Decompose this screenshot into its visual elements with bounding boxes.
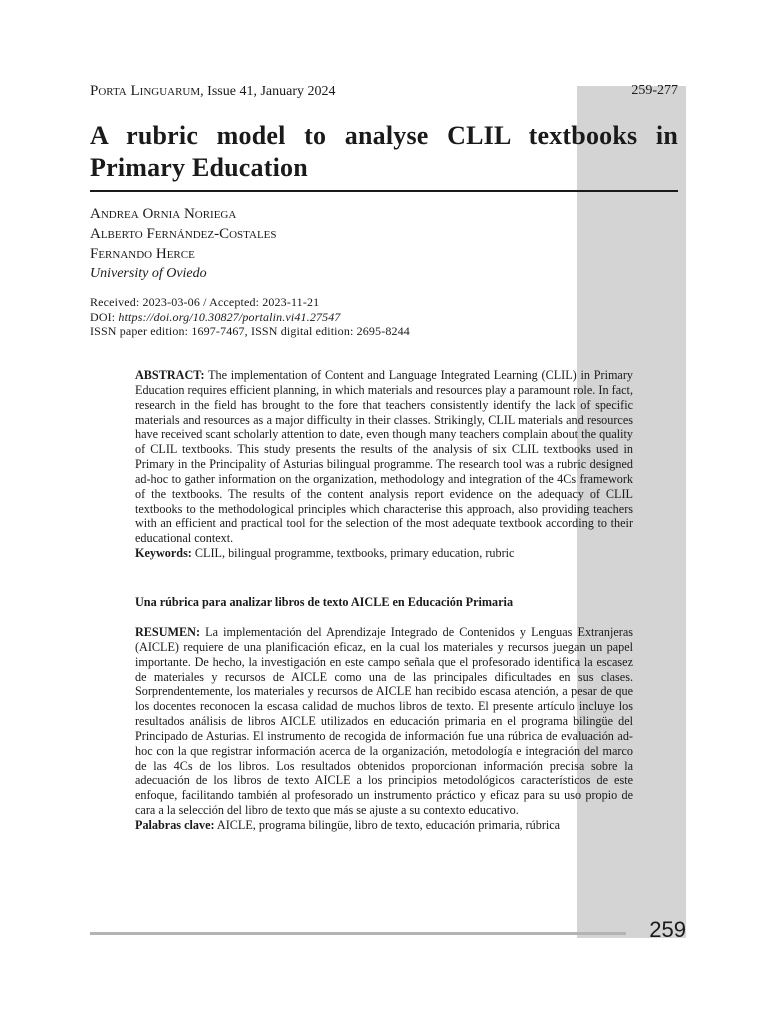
article-title: A rubric model to analyse CLIL textbooks in Primary Education: [90, 121, 678, 182]
page-number: 259: [649, 917, 686, 942]
palabras-clave: [135, 818, 633, 833]
abstract-label: ABSTRACT:: [135, 368, 205, 382]
doi-label: DOI:: [90, 309, 119, 324]
keywords-text: CLIL, bilingual programme, textbooks, primary education, rubric: [191, 546, 515, 561]
page-range: 259-277: [631, 83, 678, 98]
author-name: Alberto Fernández-Costales: [90, 226, 277, 242]
doi-link[interactable]: https://doi.org/10.30827/portalin.vi41.27547: [118, 309, 341, 324]
palabras-clave-label: Palabras clave:: [135, 817, 215, 832]
abstract-paragraph: [135, 368, 633, 546]
keywords-label: Keywords:: [135, 546, 192, 561]
author-block: [90, 204, 610, 284]
spanish-title: Una rúbrica para analizar libros de texto AICLE en Educación Primaria: [135, 595, 514, 609]
author-name: Andrea Ornia Noriega: [90, 206, 237, 222]
dates: Received: 2023-03-06 / Accepted: 2023-11-21: [90, 295, 320, 309]
resumen-text: La implementación del Aprendizaje Integrado de Contenidos y Lenguas Extranjeras (AICLE) requiere de una planificación eficaz, en la cual los materiales y recursos juegan un papel importante. De hecho, la investigación en este campo señala que el profesorado identifica la escasez de materiales y recursos de AICLE como una de las principales dificultades en sus clases. Sorprendentemente, los materiales y recursos de AICLE han recibido escasa atención, a pesar de que los docentes reconocen la escasa calidad de muchos libros de texto. El presente artículo incluye los resultados análisis de libros AICLE utilizados en educación primaria en el programa bilingüe del Principado de Asturias. El instrumento de recogida de información fue una rúbrica de evaluación ad-hoc con la que registrar información acerca de la organización, metodología e integración del marco de las 4Cs de los libros. Los resultados obtenidos proporcionan información precisa sobre la adecuación de los libros de texto AICLE a los principios metodológicos característicos de este enfoque, facilitando también al profesorado un instrumento práctico y eficaz para su uso propio de cara a la selección del libro de texto que más se ajuste a su contexto educativo.: [135, 625, 633, 818]
resumen: [135, 625, 633, 833]
author-name: Fernando Herce: [90, 246, 195, 262]
abstract-text: The implementation of Content and Language Integrated Learning (CLIL) in Primary Education requires efficient planning, in which materials and resources play a paramount role. In fact, research in the field has brought to the fore that teachers consistently identify the lack of specific materials and resources as a major difficulty in their classes. Strikingly, CLIL materials and resources have received scant scholarly attention to date, even though many teachers complain about the quality of CLIL textbooks. This study presents the results of the analysis of six CLIL textbooks used in Primary in the Principality of Asturias bilingual programme. The research tool was a rubric designed ad-hoc to gather information on the organization, methodology and integration of the 4Cs framework of the textbooks. The results of the content analysis report evidence on the adequacy of CLIL textbooks to the methodological principles which characterise this approach, also providing teachers with an efficient and practical tool for the selection of the most adequate textbook according to their educational context.: [135, 368, 633, 546]
palabras-clave-text: AICLE, programa bilingüe, libro de texto, educación primaria, rúbrica: [214, 817, 561, 832]
issue-info: , Issue 41, January 2024: [200, 84, 336, 99]
keywords: [135, 546, 633, 561]
running-head: [90, 83, 678, 100]
footer-rule: [90, 932, 626, 935]
resumen-label: RESUMEN:: [135, 625, 201, 639]
journal-name: Porta Linguarum: [90, 83, 201, 99]
abstract: [135, 368, 633, 561]
article-metadata: [90, 295, 570, 339]
title-divider: [90, 190, 678, 192]
affiliation: University of Oviedo: [90, 266, 207, 281]
issn: ISSN paper edition: 1697-7467, ISSN digital edition: 2695-8244: [90, 324, 410, 338]
resumen-paragraph: [135, 625, 633, 818]
doi-line: [90, 310, 570, 325]
